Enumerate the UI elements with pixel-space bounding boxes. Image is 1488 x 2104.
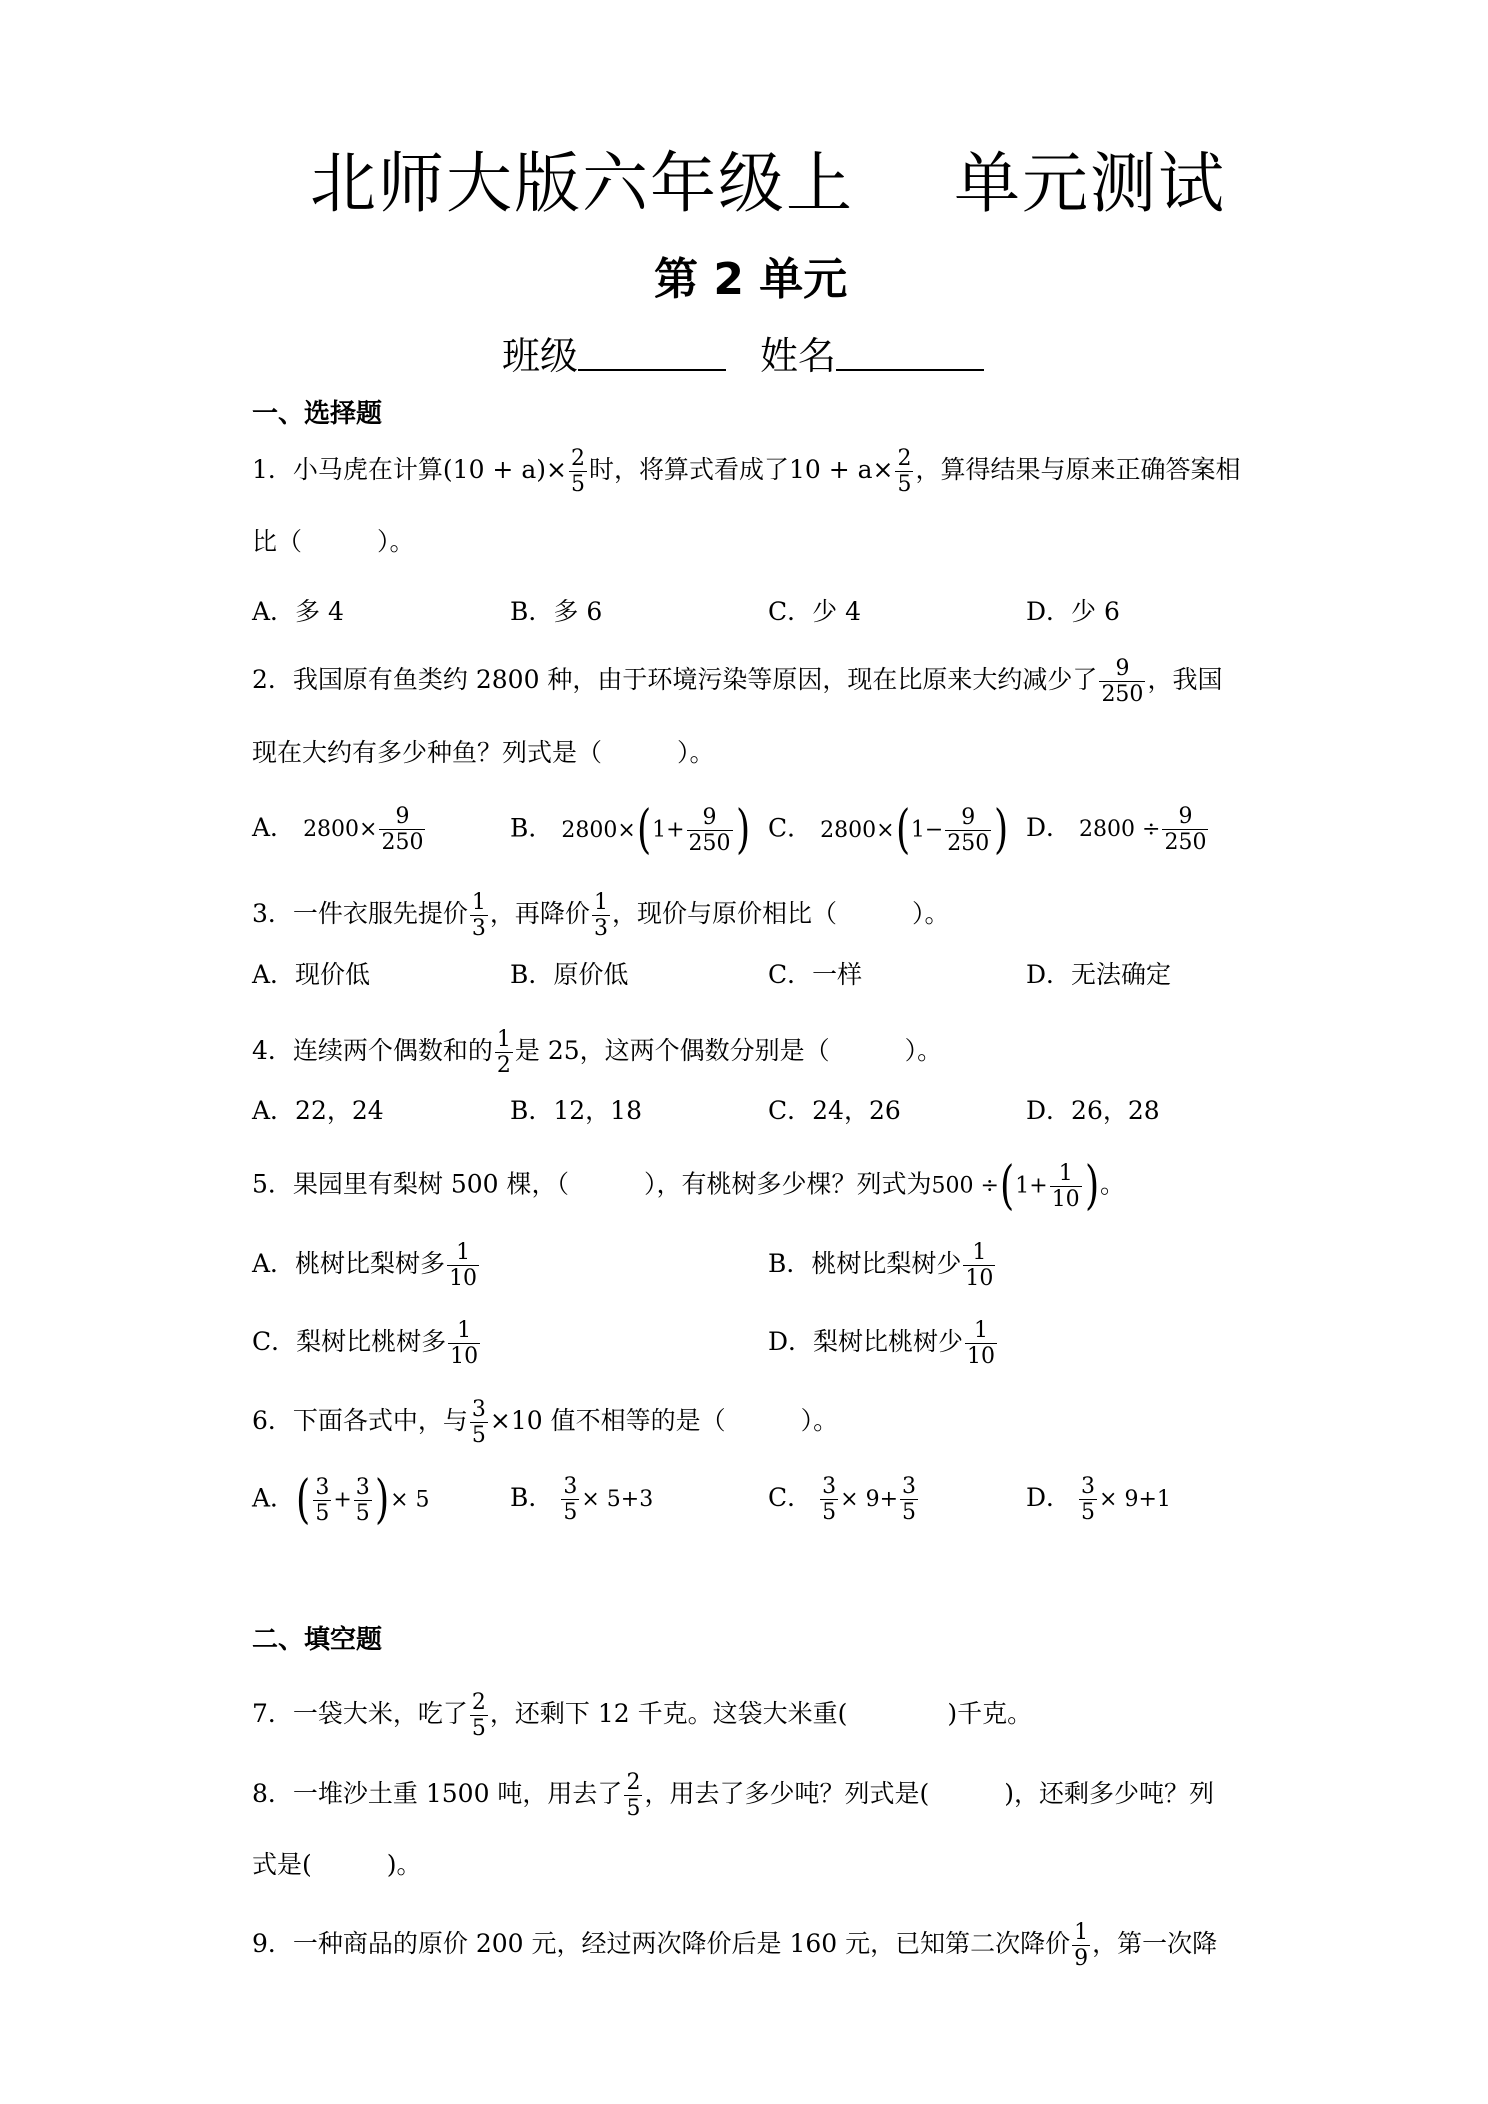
fraction: $\frac{1}{9}$ <box>1074 1920 1089 1971</box>
fraction: $\frac{3}{5}$ <box>902 1474 916 1525</box>
question-1-line2: 比（ ）。 <box>252 527 415 556</box>
fraction: $\frac{1}{3}$ <box>593 890 608 941</box>
class-label: 班级 <box>502 334 579 378</box>
option-c: C． $\frac{3}{5}$ × 9+ $\frac{3}{5}$ <box>768 1474 916 1525</box>
fraction: $\frac{1}{3}$ <box>471 890 486 941</box>
question-1: 1．小马虎在计算(10 + a)× $\frac{2}{5}$ 时，将算式看成了10 + a× $\frac{2}{5}$ ，算得结果与原来正确答案相 <box>252 446 1241 497</box>
option-b: B．多 6 <box>510 597 603 626</box>
option-d: D．26，28 <box>1026 1096 1160 1125</box>
fraction: $\frac{3}{5}$ <box>315 1474 330 1526</box>
fraction: $\frac{1}{2}$ <box>496 1027 511 1078</box>
fraction: $\frac{2}{5}$ <box>570 446 585 497</box>
fraction: $\frac{9}{250}$ <box>1101 656 1144 707</box>
fraction: $\frac{9}{250}$ <box>381 804 424 855</box>
option-c: C．梨树比桃树多 $\frac{1}{10}$ <box>252 1318 479 1369</box>
name-label: 姓名 <box>760 334 837 378</box>
question-8: 8．一堆沙土重 1500 吨，用去了 $\frac{2}{5}$ ，用去了多少吨？列式是( )，还剩多少吨？列 <box>252 1770 1214 1821</box>
option-a: A．现价低 <box>252 960 371 989</box>
option-a: A．桃树比梨树多 $\frac{1}{10}$ <box>252 1240 478 1291</box>
fraction: $\frac{3}{5}$ <box>822 1474 837 1525</box>
fraction: $\frac{3}{5}$ <box>471 1397 486 1448</box>
fraction: $\frac{2}{5}$ <box>897 446 912 497</box>
option-d: D．无法确定 <box>1026 960 1172 989</box>
question-8-line2: 式是( )。 <box>252 1850 422 1879</box>
option-c: C．一样 <box>768 960 863 989</box>
fraction: $\frac{9}{250}$ <box>947 804 990 856</box>
section-heading-fill: 二、填空题 <box>252 1625 383 1655</box>
title-right: 单元测试 <box>954 145 1226 222</box>
option-b: B． $\frac{3}{5}$ × 5+3 <box>510 1474 654 1525</box>
name-blank[interactable] <box>836 337 984 371</box>
option-d: D． $\frac{3}{5}$ × 9+1 <box>1026 1474 1171 1525</box>
page-title <box>310 130 1226 225</box>
question-4: 4．连续两个偶数和的 $\frac{1}{2}$ 是 25，这两个偶数分别是（ ）。 <box>252 1027 943 1078</box>
option-a: A．22，24 <box>252 1096 384 1125</box>
option-c: C． 2800×(1− $\frac{9}{250}$ ) <box>768 800 1009 860</box>
fraction: $\frac{1}{10}$ <box>965 1240 994 1291</box>
title-left: 北师大版六年级上 <box>310 145 854 222</box>
student-info-line <box>502 325 984 380</box>
class-blank[interactable] <box>578 337 726 371</box>
fraction: $\frac{2}{5}$ <box>626 1770 641 1821</box>
option-c: C．24，26 <box>768 1096 901 1125</box>
question-5: 5．果园里有梨树 500 棵，（ ），有桃树多少棵？列式为500 ÷(1+ $\frac{1}{10}$ )。 <box>252 1156 1125 1216</box>
fraction: $\frac{1}{10}$ <box>449 1240 478 1291</box>
question-2-line2: 现在大约有多少种鱼？列式是（ ）。 <box>252 738 715 767</box>
fraction: $\frac{9}{250}$ <box>1164 804 1207 855</box>
fraction: $\frac{3}{5}$ <box>563 1474 578 1525</box>
fraction: $\frac{9}{250}$ <box>688 804 731 856</box>
section-heading-choice: 一、选择题 <box>252 399 383 429</box>
question-2: 2．我国原有鱼类约 2800 种，由于环境污染等原因，现在比原来大约减少了 $\frac{9}{250}$ ，我国 <box>252 656 1223 707</box>
option-b: B．桃树比梨树少 $\frac{1}{10}$ <box>768 1240 994 1291</box>
fraction: $\frac{1}{10}$ <box>1051 1160 1080 1212</box>
option-d: D．梨树比桃树少 $\frac{1}{10}$ <box>768 1318 996 1369</box>
question-3: 3．一件衣服先提价 $\frac{1}{3}$ ，再降价 $\frac{1}{3}$ ，现价与原价相比（ ）。 <box>252 890 950 941</box>
option-b: B．原价低 <box>510 960 629 989</box>
option-b: B．12，18 <box>510 1096 642 1125</box>
option-c: C．少 4 <box>768 597 861 626</box>
option-a: A． 2800× $\frac{9}{250}$ <box>252 804 424 855</box>
option-b: B． 2800×(1+ $\frac{9}{250}$ ) <box>510 800 750 860</box>
question-9: 9．一种商品的原价 200 元，经过两次降价后是 160 元，已知第二次降价 $\frac{1}{9}$ ，第一次降 <box>252 1920 1218 1971</box>
fraction: $\frac{3}{5}$ <box>355 1474 370 1526</box>
fraction: $\frac{2}{5}$ <box>471 1690 486 1741</box>
option-a: A．多 4 <box>252 597 344 626</box>
unit-subtitle: 第 2 单元 <box>654 254 848 305</box>
question-6: 6．下面各式中，与 $\frac{3}{5}$ ×10 值不相等的是（ ）。 <box>252 1397 839 1448</box>
option-a: A．( $\frac{3}{5}$ + $\frac{3}{5}$ )× 5 <box>252 1470 430 1530</box>
option-d: D．少 6 <box>1026 597 1120 626</box>
fraction: $\frac{1}{10}$ <box>450 1318 479 1369</box>
question-7: 7．一袋大米，吃了 $\frac{2}{5}$ ，还剩下 12 千克。这袋大米重( )千克。 <box>252 1690 1033 1741</box>
fraction: $\frac{3}{5}$ <box>1081 1474 1096 1525</box>
option-d: D． 2800 ÷ $\frac{9}{250}$ <box>1026 804 1207 855</box>
fraction: $\frac{1}{10}$ <box>967 1318 996 1369</box>
